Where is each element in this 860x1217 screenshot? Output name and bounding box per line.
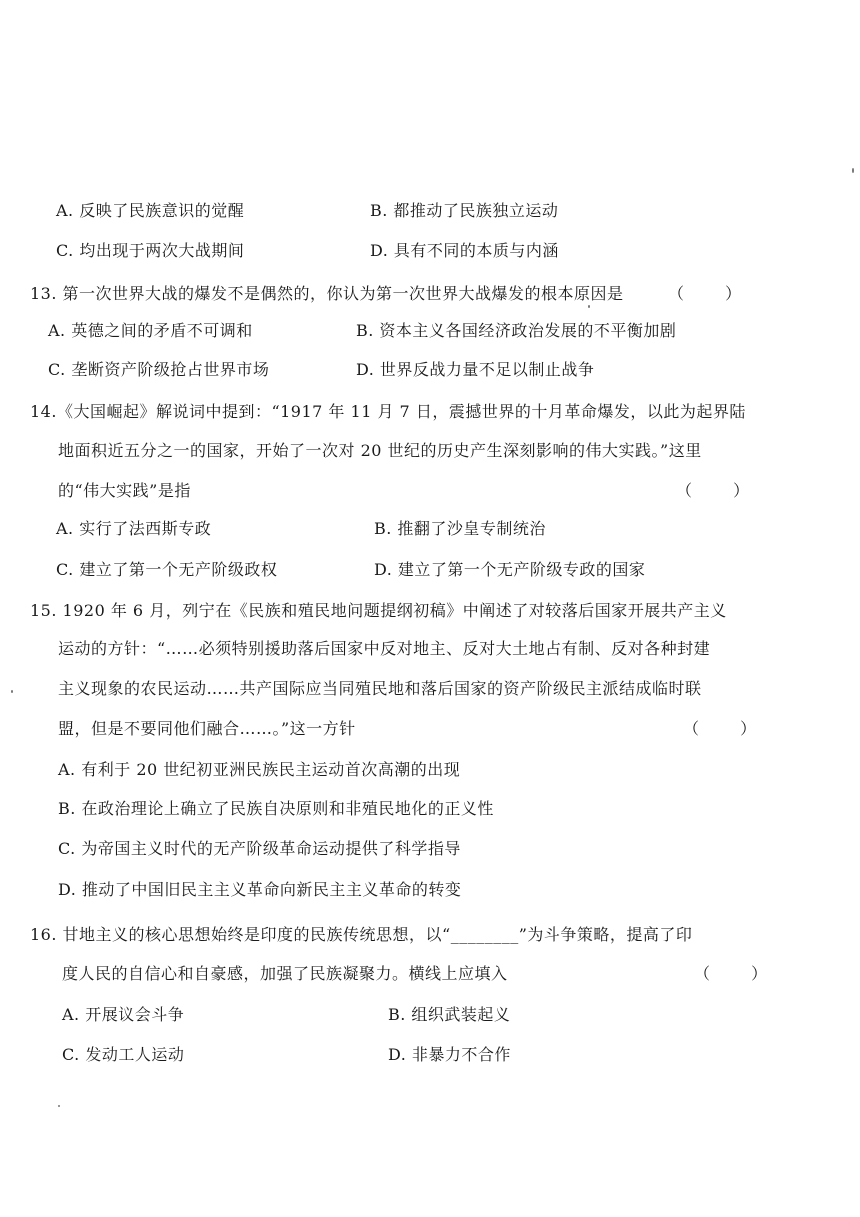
q12-option-a: A. 反映了民族意识的觉醒	[56, 201, 245, 220]
q16-stem-line2: 度人民的自信心和自豪感，加强了民族凝聚力。横线上应填入	[62, 964, 508, 983]
q15-stem-line3: 主义现象的农民运动……共产国际应当同殖民地和落后国家的资产阶级民主派结成临时联	[58, 679, 702, 698]
q15-stem-line4: 盟，但是不要同他们融合……。”这一方针	[58, 719, 356, 738]
q12-option-d: D. 具有不同的本质与内涵	[370, 241, 559, 260]
q14-option-a: A. 实行了法西斯专政	[56, 519, 212, 538]
q14-option-b: B. 推翻了沙皇专制统治	[374, 519, 546, 538]
q13-option-a: A. 英德之间的矛盾不可调和	[48, 321, 253, 340]
q16-option-b: B. 组织武装起义	[388, 1005, 511, 1024]
scan-speck	[11, 690, 13, 693]
q13-option-c: C. 垄断资产阶级抢占世界市场	[48, 360, 270, 379]
q16-stem-line1: 16. 甘地主义的核心思想始终是印度的民族传统思想，以“________”为斗争策略，提高了印	[30, 925, 693, 944]
q15-option-d: D. 推动了中国旧民主主义革命向新民主主义革命的转变	[58, 880, 462, 899]
q14-option-d: D. 建立了第一个无产阶级专政的国家	[374, 560, 646, 579]
q15-answer-paren: （ ）	[683, 719, 775, 738]
q14-answer-paren: （ ）	[676, 481, 768, 500]
q13-answer-paren: （ ）	[668, 284, 760, 303]
scan-speck	[58, 1105, 60, 1107]
q15-stem-line1: 15. 1920 年 6 月，列宁在《民族和殖民地问题提纲初稿》中阐述了对较落后国家开展共产主义	[30, 601, 727, 620]
q16-option-d: D. 非暴力不合作	[388, 1045, 511, 1064]
q12-option-c: C. 均出现于两次大战期间	[56, 241, 245, 260]
q16-option-a: A. 开展议会斗争	[62, 1005, 185, 1024]
q15-stem-line2: 运动的方针：“……必须特别援助落后国家中反对地主、反对大土地占有制、反对各种封建	[58, 639, 711, 658]
q15-option-b: B. 在政治理论上确立了民族自决原则和非殖民地化的正义性	[58, 799, 494, 818]
q13-stem: 13. 第一次世界大战的爆发不是偶然的，你认为第一次世界大战爆发的根本原因是	[30, 284, 624, 303]
scan-speck	[852, 168, 854, 173]
q14-stem-line3: 的“伟大实践”是指	[58, 481, 191, 500]
q16-answer-paren: （ ）	[694, 964, 786, 983]
q15-option-c: C. 为帝国主义时代的无产阶级革命运动提供了科学指导	[58, 839, 461, 858]
q13-option-d: D. 世界反战力量不足以制止战争	[356, 360, 595, 379]
q14-stem-line2: 地面积近五分之一的国家，开始了一次对 20 世纪的历史产生深刻影响的伟大实践。”这里	[58, 441, 702, 460]
q16-option-c: C. 发动工人运动	[62, 1045, 185, 1064]
q14-stem-line1: 14.《大国崛起》解说词中提到：“1917 年 11 月 7 日，震撼世界的十月革命爆发，以此为起界陆	[30, 402, 746, 421]
scan-speck	[588, 305, 590, 308]
q12-option-b: B. 都推动了民族独立运动	[370, 201, 559, 220]
q15-option-a: A. 有利于 20 世纪初亚洲民族民主运动首次高潮的出现	[58, 760, 461, 779]
q13-option-b: B. 资本主义各国经济政治发展的不平衡加剧	[356, 321, 677, 340]
q14-option-c: C. 建立了第一个无产阶级政权	[56, 560, 278, 579]
